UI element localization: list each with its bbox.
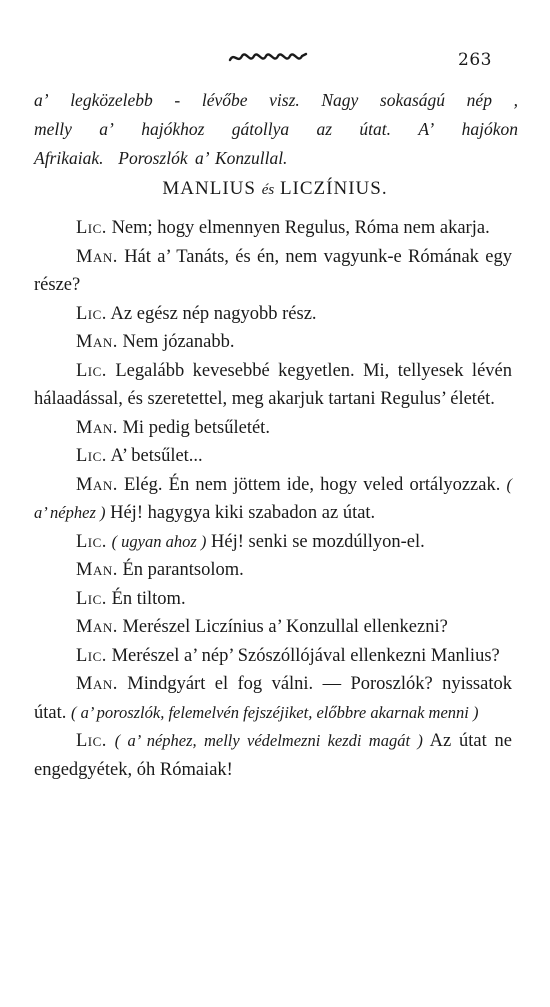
speech-text: Legalább kevesebbé kegyetlen. Mi, tellyesek lévén hálaadással, és szeretettel, meg akarjuk tartani Regulus’ életét. [34, 360, 512, 409]
speech-line [34, 556, 512, 585]
speech-line [34, 328, 512, 357]
speech-text-after: Az útat ne engedgyétek, óh Rómaiak! [34, 731, 512, 780]
speech-line [34, 670, 512, 727]
scene-heading-left: MANLIUS [162, 178, 256, 199]
speaker-name: Lic. [76, 531, 107, 552]
word: útat. [359, 119, 392, 139]
stage-direction-line [34, 115, 518, 144]
speaker-name: Lic. [76, 360, 107, 381]
word: Afrikaiak. [34, 148, 104, 168]
speech-text-after: Héj! hagygya kiki szabadon az útat. [105, 503, 376, 523]
speech-text: Elég. Én nem jöttem ide, hogy veled ortályozzak. [117, 474, 501, 495]
speaker-name: Lic. [76, 645, 107, 666]
word: , [513, 90, 518, 110]
speech-line [34, 357, 512, 414]
speaker-name: Lic. [76, 588, 107, 609]
page-number: 263 [458, 50, 492, 70]
speech-line [34, 613, 512, 642]
stage-direction-inline: ( a’ néphez ) [34, 474, 512, 522]
word: a’ [99, 119, 114, 139]
speech-line [34, 442, 512, 471]
speaker-name: Lic. [76, 303, 107, 324]
stage-direction-inline: ( a’ néphez, melly védelmezni kezdi magát ) [114, 731, 423, 750]
speech-line [34, 300, 512, 329]
speech-text: Mindgyárt el fog válni. — Poroszlók? nyissatok útat. [34, 674, 512, 723]
speech-text: Merészel Liczínius a’ Konzullal ellenkezni? [117, 617, 448, 637]
speaker-name: Lic. [76, 731, 107, 751]
stage-direction-inline: ( ugyan ahoz ) [111, 531, 207, 551]
speech-line [34, 642, 512, 671]
word: hajókon [461, 119, 518, 139]
speech-text [107, 731, 115, 751]
stage-direction-line [34, 86, 518, 115]
speaker-name: Man. [76, 332, 118, 352]
ornament-flourish-icon [228, 50, 308, 66]
word: legközelebb [70, 90, 153, 110]
speech-text-after: Héj! senki se mozdúllyon-el. [206, 531, 425, 552]
word: sokaságú [379, 90, 446, 110]
speech-text: Merészel a’ nép’ Szószóllójával ellenkezni Manlius? [106, 645, 500, 666]
speech-text: Nem józanabb. [117, 332, 235, 352]
word: Nagy [321, 90, 359, 110]
speech-text: Nem; hogy elmennyen Regulus, Róma nem akarja. [106, 218, 490, 238]
speaker-name: Lic. [76, 218, 107, 238]
scene-heading-amp: és [261, 182, 275, 198]
stage-direction-inline: ( a’ poroszlók, felemelvén fejszéjiket, előbbre akarnak menni ) [71, 702, 479, 722]
word: nép [466, 90, 492, 110]
speech-line [34, 528, 512, 557]
speaker-name: Man. [76, 474, 118, 495]
speech-line [34, 585, 512, 614]
speech-text: Én parantsolom. [117, 560, 244, 580]
word: a’ [34, 90, 49, 110]
speaker-name: Man. [76, 417, 118, 438]
speaker-name: Lic. [76, 446, 107, 466]
speech-text: Én tiltom. [106, 588, 186, 609]
scene-heading [0, 178, 550, 200]
word: A’ [418, 119, 435, 139]
speaker-name: Man. [76, 246, 118, 267]
stage-direction-line [34, 144, 518, 173]
speech-text: A’ betsűlet... [106, 446, 203, 466]
speech-text: Az egész nép nagyobb rész. [106, 303, 317, 324]
speaker-name: Man. [76, 560, 118, 580]
stage-direction [34, 86, 518, 173]
speech-line [34, 414, 512, 443]
word: melly [34, 119, 72, 139]
speaker-name: Man. [76, 674, 118, 694]
word: Poroszlók a’ Konzullal. [118, 148, 288, 168]
word: visz. [269, 90, 300, 110]
speech-line [34, 727, 512, 784]
speech-line [34, 243, 512, 300]
word: lévőbe [201, 90, 248, 110]
word: gátollya [231, 119, 290, 139]
speaker-name: Man. [76, 617, 118, 637]
speech-line [34, 214, 512, 243]
speech-text: Hát a’ Tanáts, és én, nem vagyunk-e Rómának egy része? [34, 246, 512, 295]
word: - [174, 90, 181, 110]
dialogue [34, 214, 512, 784]
speech-text: Mi pedig betsűletét. [117, 417, 270, 438]
speech-line [34, 471, 512, 528]
scene-heading-right: LICZÍNIUS. [279, 178, 388, 199]
word: hajókhoz [141, 119, 205, 139]
word: az [316, 119, 333, 139]
